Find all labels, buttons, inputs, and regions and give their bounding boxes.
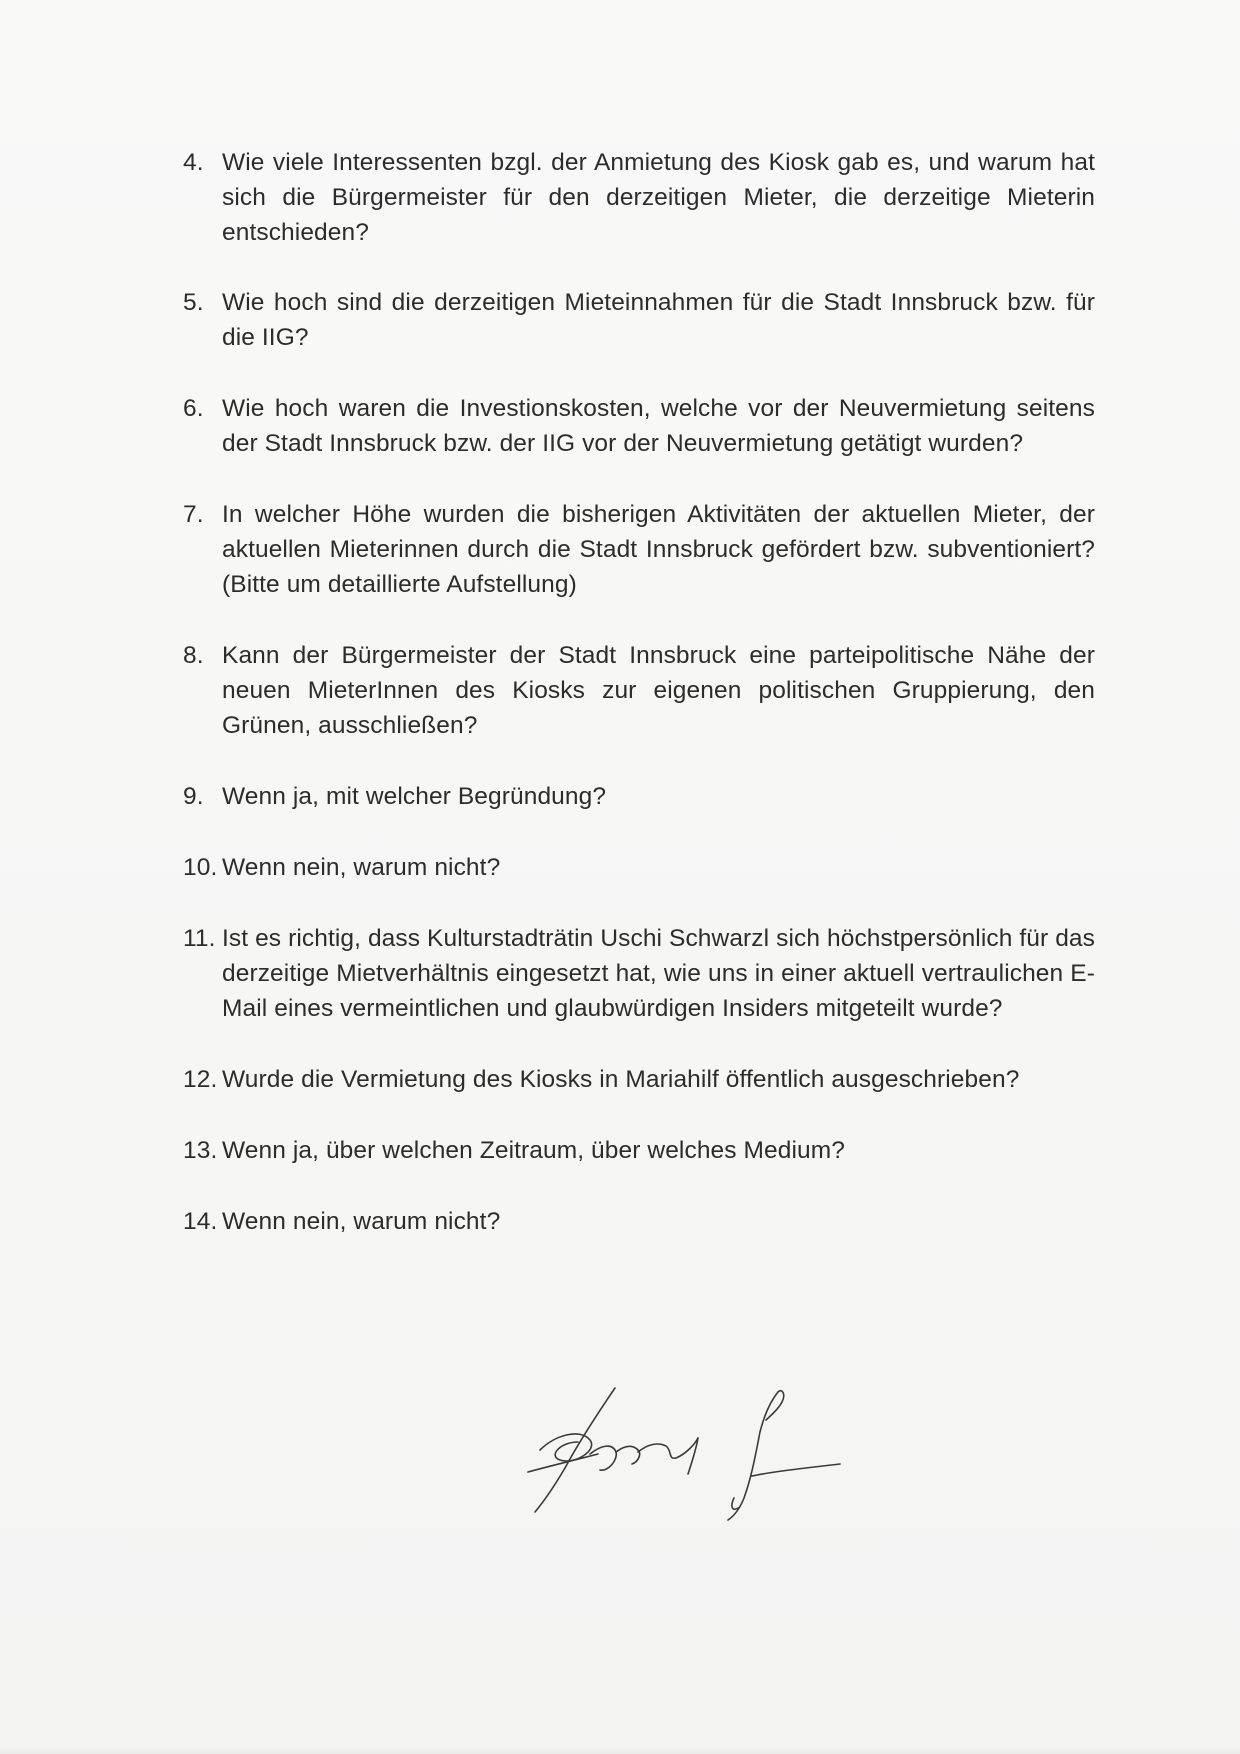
question-text: Wenn ja, über welchen Zeitraum, über welches Medium? xyxy=(222,1137,845,1164)
question-text: Wenn nein, warum nicht? xyxy=(222,854,501,881)
page-bottom-edge xyxy=(0,1746,1240,1754)
question-number: 11. xyxy=(183,925,216,952)
question-text: Wenn ja, mit welcher Begründung? xyxy=(222,783,607,810)
question-item-13 xyxy=(183,1133,1095,1168)
question-text: Wie viele Interessenten bzgl. der Anmietung des Kiosk gab es, und warum hat sich die Bürgermeister für den derzeitigen Mieter, die derzeitige Mieterin entschieden? xyxy=(222,149,1095,246)
question-text: Wie hoch sind die derzeitigen Mieteinnahmen für die Stadt Innsbruck bzw. für die IIG? xyxy=(222,289,1095,351)
question-number: 7. xyxy=(183,501,204,528)
question-number: 9. xyxy=(183,783,204,810)
question-text: Ist es richtig, dass Kulturstadträtin Uschi Schwarzl sich höchstpersönlich für das derzeitige Mietverhältnis eingesetzt hat, wie uns in einer aktuell vertraulichen E-Mail eines vermeintlichen und glaubwürdigen Insiders mitgeteilt wurde? xyxy=(222,925,1095,1022)
question-number: 13. xyxy=(183,1137,218,1164)
question-item-5 xyxy=(183,285,1095,355)
question-item-4 xyxy=(183,145,1095,250)
question-text: In welcher Höhe wurden die bisherigen Aktivitäten der aktuellen Mieter, der aktuellen Mieterinnen durch die Stadt Innsbruck gefördert bzw. subventioniert? (Bitte um detaillierte Aufstellung) xyxy=(222,501,1095,598)
question-number: 10. xyxy=(183,854,218,881)
question-item-9 xyxy=(183,779,1095,814)
question-number: 6. xyxy=(183,395,204,422)
question-item-10 xyxy=(183,850,1095,885)
question-number: 4. xyxy=(183,149,204,176)
question-number: 12. xyxy=(183,1066,218,1093)
question-item-12 xyxy=(183,1062,1095,1097)
question-item-8 xyxy=(183,638,1095,743)
question-text: Kann der Bürgermeister der Stadt Innsbruck eine parteipolitische Nähe der neuen MieterInnen des Kiosks zur eigenen politischen Gruppierung, den Grünen, ausschließen? xyxy=(222,642,1095,739)
question-item-6 xyxy=(183,391,1095,461)
question-list xyxy=(183,145,1095,1239)
question-text: Wenn nein, warum nicht? xyxy=(222,1208,501,1235)
question-number: 5. xyxy=(183,289,204,316)
question-item-7 xyxy=(183,497,1095,602)
question-number: 8. xyxy=(183,642,204,669)
question-number: 14. xyxy=(183,1208,218,1235)
question-text: Wie hoch waren die Investionskosten, welche vor der Neuvermietung seitens der Stadt Innsbruck bzw. der IIG vor der Neuvermietung getätigt wurden? xyxy=(222,395,1095,457)
question-item-14 xyxy=(183,1204,1095,1239)
question-text: Wurde die Vermietung des Kiosks in Mariahilf öffentlich ausgeschrieben? xyxy=(222,1066,1020,1093)
handwritten-signature xyxy=(520,1380,890,1530)
question-item-11 xyxy=(183,921,1095,1026)
